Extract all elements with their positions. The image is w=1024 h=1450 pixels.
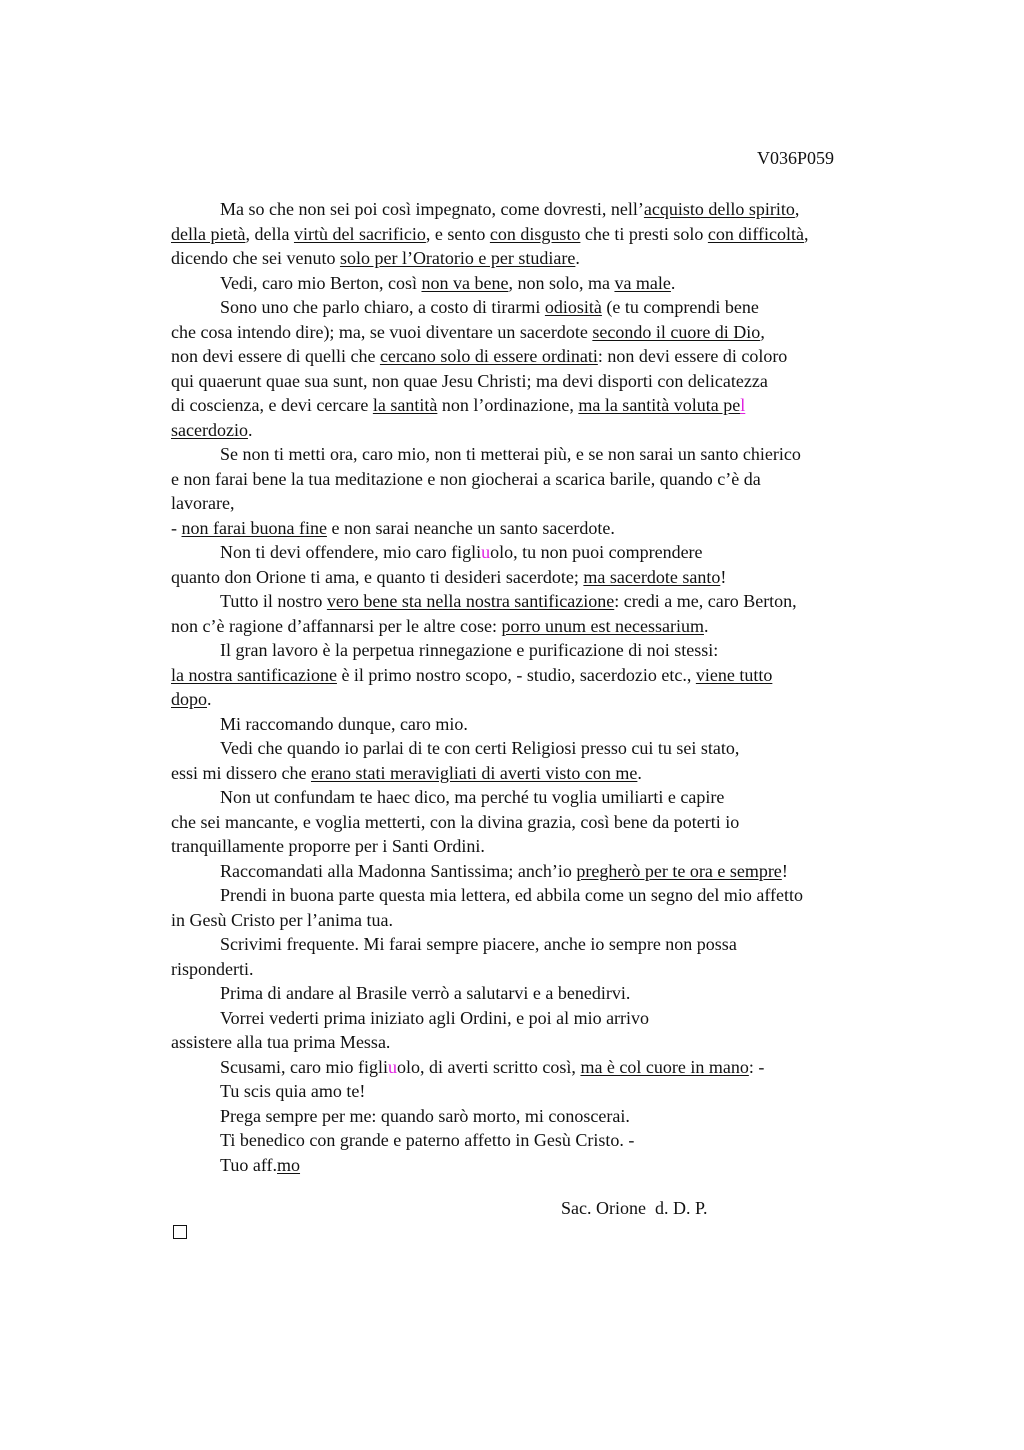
letter-line	[171, 320, 931, 345]
text-segment: , non solo, ma	[508, 272, 615, 293]
text-segment: : credi a me, caro Berton,	[614, 591, 797, 611]
text-segment: , e sento	[425, 223, 490, 244]
text-segment: assistere alla tua prima Messa.	[171, 1032, 391, 1052]
underlined-text: dopo	[171, 689, 207, 709]
text-segment: Se non ti metti ora, caro mio, non ti metterai più, e se non sarai un santo chierico	[220, 444, 801, 464]
text-segment: Vedi che quando io parlai di te con certi Religiosi presso cui tu sei stato,	[220, 738, 740, 758]
text-segment: (e tu comprendi bene	[601, 297, 759, 317]
text-segment: Mi raccomando dunque, caro mio.	[220, 713, 468, 734]
letter-line	[171, 1055, 931, 1080]
text-segment: che cosa intendo dire); ma, se vuoi diventare un sacerdote	[171, 321, 593, 342]
underlined-text: viene tutto	[695, 664, 773, 685]
text-segment: ,	[804, 223, 809, 244]
letter-line	[171, 491, 931, 516]
underlined-text: con difficoltà	[707, 223, 805, 244]
letter-line	[171, 393, 931, 418]
text-segment: e non farai bene la tua meditazione e non giocherai a scarica barile, quando c’è da	[171, 468, 761, 489]
letter-line	[171, 516, 931, 541]
underlined-text: della pietà	[171, 223, 246, 244]
letter-line	[171, 467, 931, 492]
letter-line	[171, 663, 931, 688]
underlined-text: ma sacerdote santo	[583, 566, 721, 587]
letter-line	[171, 785, 931, 810]
empty-checkbox-glyph	[173, 1225, 187, 1239]
text-segment: Ma so che non sei poi così impegnato, come dovresti, nell’	[220, 199, 644, 219]
letter-line	[171, 246, 931, 271]
letter-line	[171, 1104, 931, 1129]
text-segment: Raccomandati alla Madonna Santissima; anch’io	[220, 860, 577, 881]
underlined-text: con disgusto	[489, 223, 581, 244]
text-segment: è il primo nostro scopo, - studio, sacerdozio etc.,	[336, 664, 696, 685]
highlighted-text: u	[387, 1056, 397, 1077]
text-segment: .	[637, 762, 642, 783]
text-segment: .	[207, 689, 212, 709]
text-segment: .	[670, 272, 676, 293]
text-segment: lavorare,	[171, 493, 235, 513]
text-segment: non devi essere di quelli che	[171, 346, 380, 366]
text-segment: Scusami, caro mio figli	[220, 1056, 388, 1077]
text-segment: Prega sempre per me: quando sarò morto, mi conoscerai.	[220, 1105, 630, 1126]
text-segment: olo, di averti scritto così,	[396, 1056, 581, 1077]
letter-line	[171, 442, 931, 467]
underlined-text: odiosità	[544, 297, 602, 317]
letter-line	[171, 908, 931, 933]
letter-line	[171, 1079, 931, 1104]
text-segment: che ti presti solo	[580, 223, 708, 244]
text-segment: .	[247, 419, 253, 440]
underlined-text: non farai buona fine	[181, 517, 327, 538]
underlined-text: secondo il cuore di Dio	[592, 321, 761, 342]
letter-line	[171, 687, 931, 712]
text-segment: Vedi, caro mio Berton, così	[220, 272, 422, 293]
text-segment: ,	[794, 199, 800, 219]
text-segment: Tuo aff.	[220, 1154, 278, 1175]
letter-line	[171, 834, 931, 859]
underlined-text: va male	[614, 272, 671, 293]
text-segment: dicendo che sei venuto	[171, 248, 340, 268]
text-segment: e non sarai neanche un santo sacerdote.	[326, 517, 615, 538]
underlined-text: ma la santità voluta pe	[578, 395, 741, 415]
underlined-text: sacerdozio	[171, 419, 248, 440]
text-segment: risponderti.	[171, 958, 254, 979]
text-segment: Il gran lavoro è la perpetua rinnegazione e purificazione di noi stessi:	[220, 640, 719, 660]
underlined-text: la nostra santificazione	[171, 664, 337, 685]
text-segment: Tu scis quia amo te!	[220, 1081, 366, 1101]
letter-line	[171, 1128, 931, 1153]
letter-line	[171, 883, 931, 908]
letter-line	[171, 418, 931, 443]
underlined-text: cercano solo di essere ordinati	[379, 346, 598, 366]
underlined-text: porro unum est necessarium	[501, 615, 704, 636]
letter-line	[171, 197, 931, 222]
text-segment: !	[781, 860, 788, 881]
letter-line	[171, 859, 931, 884]
text-segment: -	[171, 517, 182, 538]
underlined-text: non va bene	[421, 272, 509, 293]
underlined-text: virtù del sacrificio	[293, 223, 426, 244]
text-segment: olo, tu non puoi comprendere	[490, 542, 703, 562]
letter-line	[171, 222, 931, 247]
signature: Sac. Orione d. D. P.	[561, 1198, 708, 1218]
underlined-text: solo per l’Oratorio e per studiare	[339, 248, 576, 268]
underlined-text: l	[740, 395, 746, 415]
text-segment: qui quaerunt quae sua sunt, non quae Jesu Christi; ma devi disporti con delicatezza	[171, 370, 768, 391]
underlined-text: vero bene sta nella nostra santificazione	[326, 591, 615, 611]
letter-line	[171, 369, 931, 394]
letter-line	[171, 295, 931, 320]
text-segment: Prima di andare al Brasile verrò a salutarvi e a benedirvi.	[220, 983, 631, 1003]
text-segment: .	[703, 615, 709, 636]
text-segment: Non ut confundam te haec dico, ma perché tu voglia umiliarti e capire	[220, 787, 725, 807]
letter-line	[171, 589, 931, 614]
text-segment: non l’ordinazione,	[437, 395, 579, 415]
letter-line	[171, 344, 931, 369]
letter-line	[171, 932, 931, 957]
letter-line	[171, 565, 931, 590]
underlined-text: ma è col cuore in mano	[580, 1056, 749, 1077]
letter-line	[171, 957, 931, 982]
text-segment: Prendi in buona parte questa mia lettera, ed abbila come un segno del mio affetto	[220, 885, 803, 905]
underlined-text: acquisto dello spirito	[643, 199, 795, 219]
highlighted-text: u	[481, 542, 491, 562]
text-segment: tranquillamente proporre per i Santi Ordini.	[171, 836, 485, 856]
letter-line	[171, 1030, 931, 1055]
text-segment: essi mi dissero che	[171, 762, 311, 783]
text-segment: Tutto il nostro	[220, 591, 327, 611]
text-segment: .	[575, 248, 580, 268]
text-segment: ,	[760, 321, 765, 342]
underlined-text: mo	[277, 1154, 301, 1175]
letter-line	[171, 736, 931, 761]
text-segment: Non ti devi offendere, mio caro figli	[220, 542, 482, 562]
text-segment: : -	[748, 1056, 765, 1077]
text-segment: !	[720, 566, 727, 587]
text-segment: che sei mancante, e voglia metterti, con la divina grazia, così bene da poterti io	[171, 811, 740, 832]
letter-line	[171, 540, 931, 565]
underlined-text: erano stati meravigliati di averti visto con me	[310, 762, 638, 783]
letter-line	[171, 761, 931, 786]
text-segment: di coscienza, e devi cercare	[171, 395, 373, 415]
text-segment: : non devi essere di coloro	[597, 346, 788, 366]
letter-line	[171, 614, 931, 639]
underlined-text: pregherò per te ora e sempre	[576, 860, 782, 881]
letter-line	[171, 1006, 931, 1031]
text-segment: Sono uno che parlo chiaro, a costo di tirarmi	[220, 297, 545, 317]
underlined-text: la santità	[372, 395, 438, 415]
letter-line	[171, 712, 931, 737]
text-segment: quanto don Orione ti ama, e quanto ti desideri sacerdote;	[171, 566, 584, 587]
text-segment: , della	[245, 223, 294, 244]
text-segment: in Gesù Cristo per l’anima tua.	[171, 909, 393, 930]
text-segment: Scrivimi frequente. Mi farai sempre piacere, anche io sempre non possa	[220, 934, 737, 954]
letter-body	[171, 197, 931, 1177]
letter-line	[171, 271, 931, 296]
letter-line	[171, 638, 931, 663]
text-segment: Ti benedico con grande e paterno affetto in Gesù Cristo. -	[220, 1130, 635, 1150]
text-segment: Vorrei vederti prima iniziato agli Ordini, e poi al mio arrivo	[220, 1007, 650, 1028]
text-segment: non c’è ragione d’affannarsi per le altre cose:	[171, 615, 502, 636]
letter-line	[171, 810, 931, 835]
letter-line	[171, 1153, 931, 1178]
letter-line	[171, 981, 931, 1006]
page-identifier: V036P059	[757, 148, 835, 168]
